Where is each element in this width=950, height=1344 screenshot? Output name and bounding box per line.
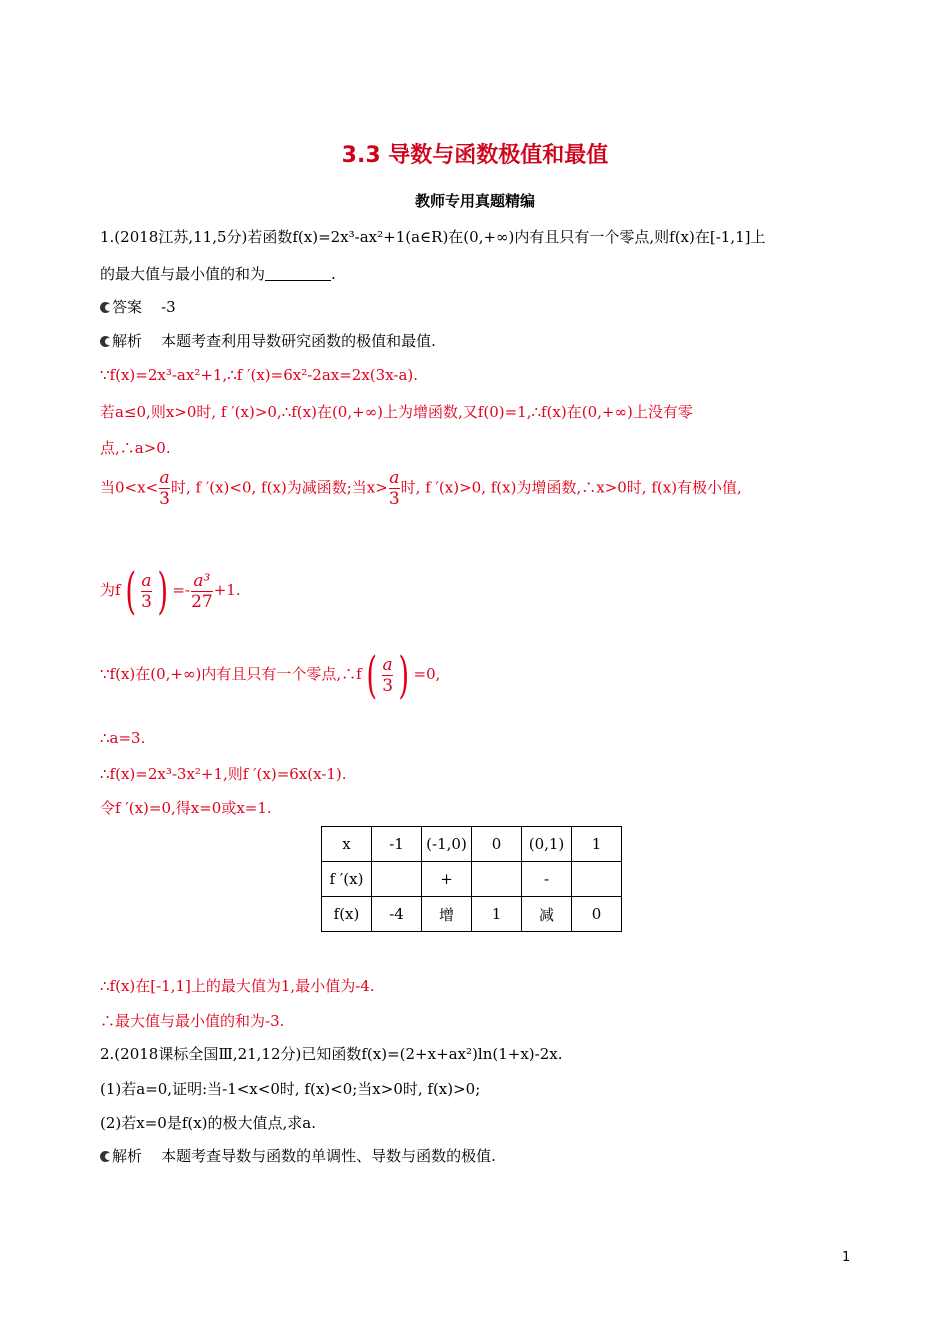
table-cell: - [522,862,572,897]
solution-line-9: 令f ′(x)=0,得x=0或x=1. [100,799,272,817]
right-paren: ) [157,562,169,620]
solution-line-1: ∵f(x)=2x³-ax²+1,∴f ′(x)=6x²-2ax=2x(3x-a). [100,366,419,384]
fraction-a3-over-27 [191,571,213,612]
page-number: 1 [842,1250,851,1265]
table-cell: x [322,827,372,862]
fraction-a-over-3 [159,468,170,509]
solution-line-3: 点,∴a>0. [100,439,171,457]
table-cell [372,862,422,897]
solution-line-6-b: =0, [413,665,441,683]
left-paren: ( [366,646,377,704]
solution-line-4-a: 当0<x< [100,478,159,497]
analysis-1-line [100,330,436,351]
answer-value: -3 [161,298,176,316]
question-1-end: . [331,265,336,283]
solution-line-6-a: ∵f(x)在(0,+∞)内有且只有一个零点,∴f [100,665,362,683]
solution-line-7: ∴a=3. [100,729,146,747]
solution-line-10: ∴f(x)在[-1,1]上的最大值为1,最小值为-4. [100,977,375,995]
solution-line-4 [100,468,742,509]
question-1-text: 的最大值与最小值的和为 [100,265,266,283]
solution-line-8: ∴f(x)=2x³-3x²+1,则f ′(x)=6x(x-1). [100,765,347,783]
left-paren: ( [124,562,136,620]
fraction-numerator: a³ [191,571,213,592]
question-1-line-2 [100,263,336,284]
page-title: 3.3 导数与函数极值和最值 [341,143,609,168]
table-row [322,827,622,862]
table-cell: (-1,0) [422,827,472,862]
solution-line-4-c: 时, f ′(x)>0, f(x)为增函数,∴x>0时, f(x)有极小值, [400,478,742,497]
question-2-line-2: (1)若a=0,证明:当-1<x<0时, f(x)<0;当x>0时, f(x)>0; [100,1080,481,1098]
fraction-a-over-3 [389,468,400,509]
fraction-numerator: a [389,468,400,488]
question-2-line-3: (2)若x=0是f(x)的极大值点,求a. [100,1114,317,1132]
analysis-icon [100,336,111,347]
table-cell: 1 [472,897,522,932]
answer-blank [265,266,331,281]
solution-line-5-c: +1. [213,581,241,599]
table-cell: f ′(x) [322,862,372,897]
table-row [322,897,622,932]
section-subtitle: 教师专用真题精编 [414,192,535,210]
table-cell [472,862,522,897]
analysis-2-line [100,1145,496,1166]
fraction-numerator: a [141,570,152,591]
fraction-denominator: 27 [191,591,213,612]
solution-line-5-a: 为f [100,581,121,599]
table-cell: -1 [372,827,422,862]
fraction-a-over-3 [141,571,152,612]
question-1-line-1: 1.(2018江苏,11,5分)若函数f(x)=2x³-ax²+1(a∈R)在(0,+∞)内有且只有一个零点,则f(x)在[-1,1]上 [100,228,766,246]
answer-icon [100,302,111,313]
solution-line-6 [100,646,441,704]
answer-label: 答案 [112,298,143,316]
table-cell [572,862,622,897]
analysis-2-text: 本题考查导数与函数的单调性、导数与函数的极值. [161,1147,496,1165]
question-2-line-1: 2.(2018课标全国Ⅲ,21,12分)已知函数f(x)=(2+x+ax²)ln(1+x)-2x. [100,1045,563,1063]
analysis-2-label: 解析 [112,1147,143,1165]
solution-line-2: 若a≤0,则x>0时, f ′(x)>0,∴f(x)在(0,+∞)上为增函数,又f(0)=1,∴f(x)在(0,+∞)上没有零 [100,403,693,421]
table-cell: 增 [422,897,472,932]
fraction-denominator: 3 [141,591,152,612]
table-cell: 0 [572,897,622,932]
solution-line-5 [100,562,241,620]
fraction-numerator: a [382,654,393,675]
answer-line [100,296,176,317]
fraction-denominator: 3 [388,489,400,509]
solution-line-11: ∴最大值与最小值的和为-3. [100,1012,285,1030]
solution-line-4-b: 时, f ′(x)<0, f(x)为减函数;当x> [170,478,388,497]
analysis-icon [100,1151,111,1162]
sign-table [321,826,622,932]
table-row [322,862,622,897]
fraction-denominator: 3 [159,489,170,509]
table-cell: 减 [522,897,572,932]
fraction-denominator: 3 [382,675,394,696]
analysis-1-text: 本题考查利用导数研究函数的极值和最值. [161,332,436,350]
fraction-numerator: a [159,468,170,488]
right-paren: ) [398,646,410,704]
table-cell: 1 [572,827,622,862]
solution-line-5-b: =- [172,581,191,599]
table-cell: (0,1) [522,827,572,862]
table-cell: f(x) [322,897,372,932]
table-cell: 0 [472,827,522,862]
table-cell: + [422,862,472,897]
analysis-1-label: 解析 [112,332,143,350]
fraction-a-over-3 [382,655,393,696]
table-cell: -4 [372,897,422,932]
